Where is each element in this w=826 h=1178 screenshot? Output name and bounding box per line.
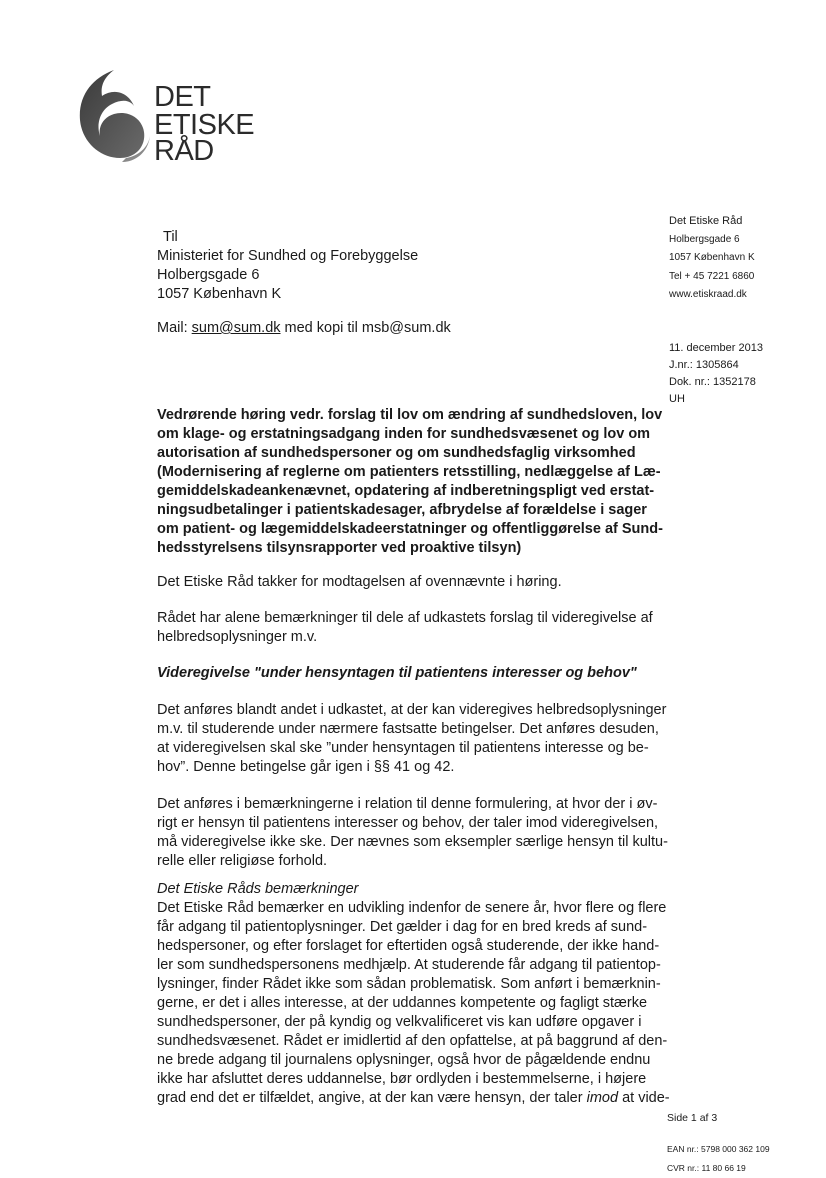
paragraph-thanks [157,573,562,592]
paragraph-line: hov”. Denne betingelse går igen i §§ 41 og 42. [157,759,455,775]
paragraph-scope [157,609,653,647]
letter-date: 11. december 2013 [669,342,763,354]
letter-subject [157,406,663,558]
paragraph-line: at videregivelsen skal ske ”under hensyntagen til patientens interesse og be- [157,740,649,756]
logo [74,66,254,176]
paragraph-council-remarks [157,899,670,1108]
mail-prefix: Mail: [157,320,192,336]
mail-line [157,319,451,338]
paragraph-line: Det Etiske Råd takker for modtagelsen af ovennævnte i høring. [157,574,562,590]
subject-line: gemiddelskadeankenævnet, opdatering af indberetningspligt ved erstat- [157,483,655,499]
sender-website[interactable]: www.etiskraad.dk [669,289,747,300]
sender-phone: Tel + 45 7221 6860 [669,270,755,282]
paragraph-line: rigt er hensyn til patientens interesser og behov, der taler imod videregivelsen, [157,815,659,831]
subject-line: om patient- og lægemiddelskadeerstatninger og offentliggørelse af Sund- [157,521,663,537]
text-run: grad end det er tilfældet, angive, at der kan være hensyn, der taler [157,1090,587,1106]
recipient-name: Ministeriet for Sundhed og Forebyggelse [157,248,419,264]
paragraph-line: ler som sundhedspersonens medhjælp. At studerende får adgang til patientop- [157,957,661,973]
paragraph-line: gerne, er det i alles interesse, at der uddannes kompetente og fagligt stærke [157,995,648,1011]
subject-line: hedsstyrelsens tilsynsrapporter ved proaktive tilsyn) [157,540,522,556]
subject-line: (Modernisering af reglerne om patienters retsstilling, nedlæggelse af Læ- [157,464,661,480]
sidebar-meta [669,340,763,408]
paragraph-line: sundhedspersoner, der på kyndig og velkvalificeret vis kan udføre opgaver i [157,1014,642,1030]
recipient-city: 1057 København K [157,286,282,302]
paragraph-line: lysninger, finder Rådet ikke som sådan problematisk. Som anført i bemærknin- [157,976,661,992]
mail-suffix: med kopi til msb@sum.dk [280,320,451,336]
paragraph-line: ikke har afsluttet deres uddannelse, bør ordlyden i bestemmelserne, i højere [157,1071,647,1087]
paragraph-line: helbredsoplysninger m.v. [157,629,318,645]
paragraph-line: Det anføres i bemærkningerne i relation til denne formulering, at hvor der i øv- [157,796,658,812]
paragraph-line: sundhedsvæsenet. Rådet er imidlertid af den opfattelse, at på baggrund af den- [157,1033,668,1049]
paragraph-line: Det anføres blandt andet i udkastet, at der kan videregives helbredsoplysninger [157,702,667,718]
subject-line: ningsudbetalinger i patientskadesager, afbrydelse af forældelse i sager [157,502,647,518]
mail-link[interactable]: sum@sum.dk [191,320,281,336]
paragraph-line: må videregivelse ikke ske. Der nævnes som eksempler særlige hensyn til kultu- [157,834,668,850]
subject-line: Vedrørende høring vedr. forslag til lov om ændring af sundhedsloven, lov [157,407,663,423]
sidebar-contact [669,212,755,305]
journal-number: J.nr.: 1305864 [669,359,739,371]
sender-name: Det Etiske Råd [669,215,743,227]
text-run: at vide- [618,1090,670,1106]
section-heading: Videregivelse "under hensyntagen til patientens interesser og behov" [157,665,637,681]
recipient-to: Til [163,229,178,245]
cvr-number: CVR nr.: 11 80 66 19 [667,1163,746,1173]
page-number: Side 1 af 3 [667,1112,718,1124]
subsection-heading: Det Etiske Råds bemærkninger [157,881,359,897]
emphasis-text: imod [586,1090,619,1106]
document-number: Dok. nr.: 1352178 [669,376,756,388]
paragraph-line: Rådet har alene bemærkninger til dele af udkastets forslag til videregivelse af [157,610,653,626]
ean-number: EAN nr.: 5798 000 362 109 [667,1144,770,1154]
sidebar-footer [667,1140,770,1178]
author-initials: UH [669,393,685,405]
paragraph-line: relle eller religiøse forhold. [157,853,328,869]
paragraph-line: m.v. til studerende under nærmere fastsatte betingelser. Det anføres desuden, [157,721,659,737]
paragraph-draft [157,701,667,777]
subject-line: om klage- og erstatningsadgang inden for sundhedsvæsenet og lov om [157,426,651,442]
paragraph-line [157,1089,670,1108]
paragraph-line: hedspersoner, og efter forslaget for eftertiden også studerende, der ikke hand- [157,938,660,954]
swirl-logo-icon [74,66,150,166]
paragraph-line: Det Etiske Råd bemærker en udvikling indenfor de senere år, hvor flere og flere [157,900,667,916]
logo-word-etiske: ETISKE [154,109,255,141]
sender-street: Holbergsgade 6 [669,233,740,245]
logo-word-det: DET [154,81,211,113]
paragraph-line: ne brede adgang til journalens oplysninger, også hvor de pågældende endnu [157,1052,651,1068]
paragraph-remarks [157,795,668,871]
recipient-street: Holbergsgade 6 [157,267,260,283]
logo-word-rad: RÅD [154,135,214,167]
subject-line: autorisation af sundhedspersoner og om sundhedsfaglig virksomhed [157,445,636,461]
sender-city: 1057 København K [669,252,755,263]
paragraph-line: får adgang til patientoplysninger. Det gælder i dag for en bred kreds af sund- [157,919,648,935]
recipient-address [157,228,418,304]
